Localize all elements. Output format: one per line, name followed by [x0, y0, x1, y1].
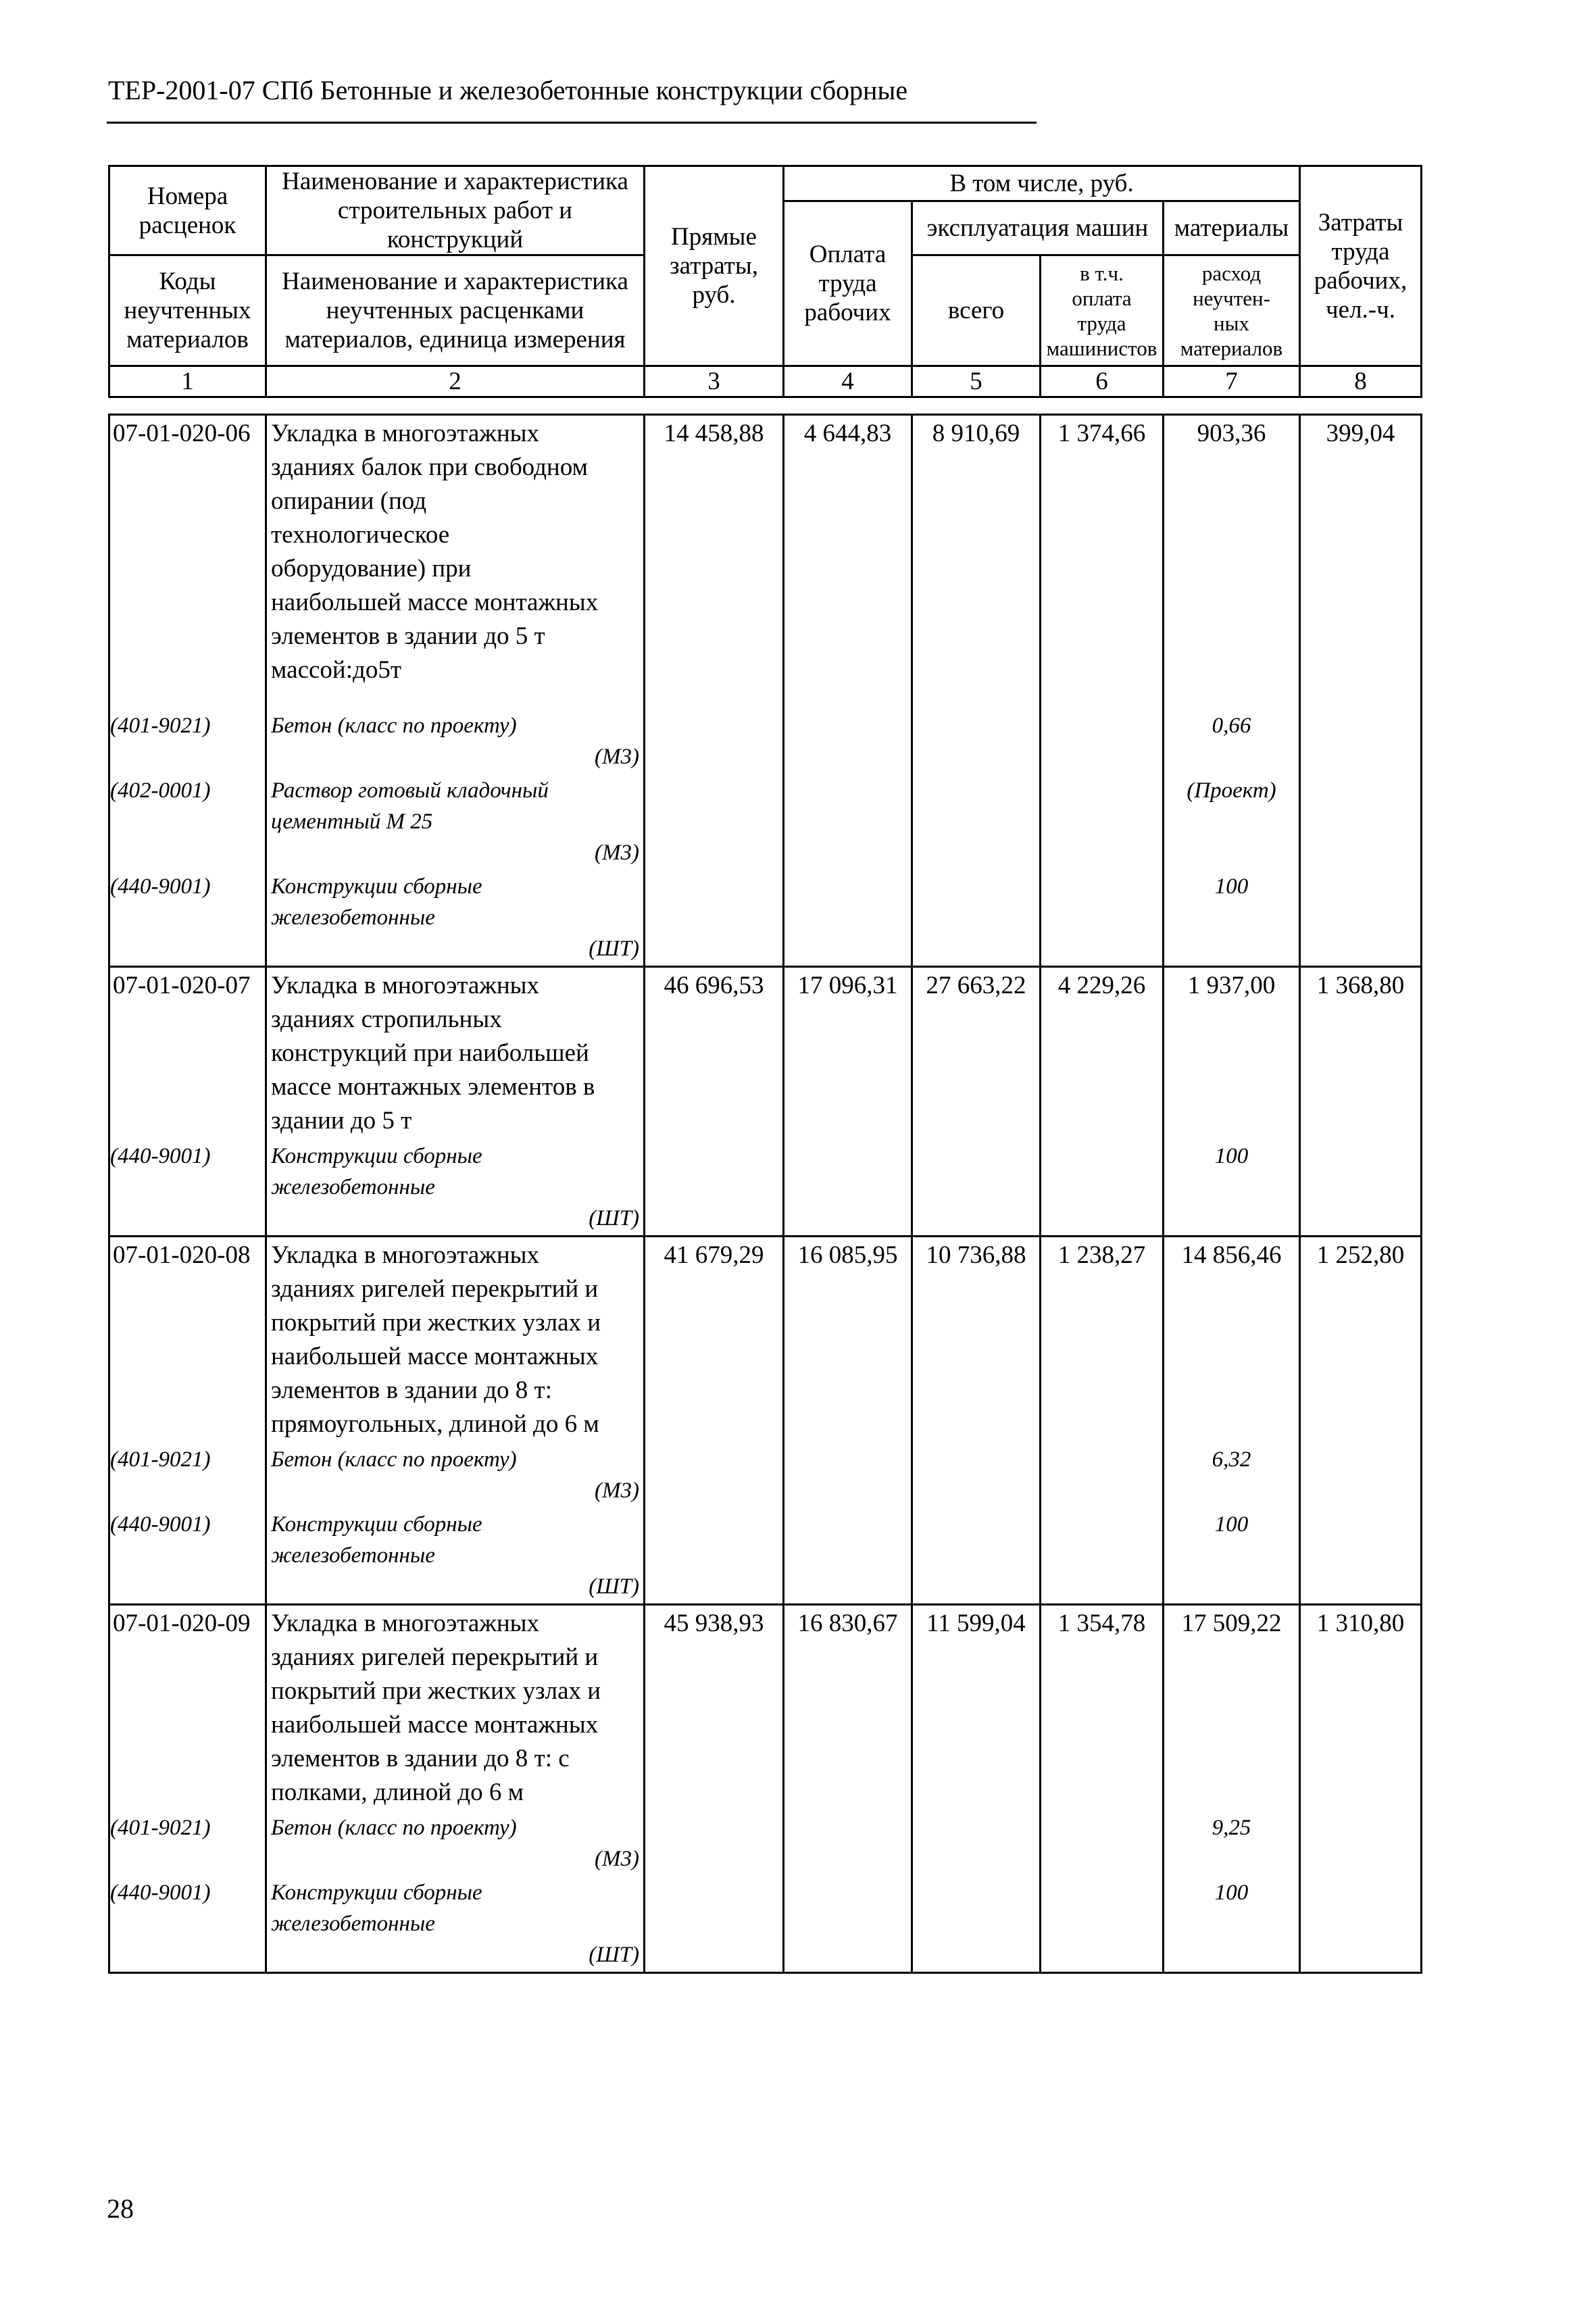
- material-row: [109, 1876, 1422, 1973]
- col-number-5: 5: [912, 366, 1041, 397]
- empty-cell: [1041, 774, 1164, 870]
- work-description: [266, 967, 645, 1140]
- material-unit: (ШТ): [589, 1574, 639, 1599]
- worker-pay: 16 085,95: [784, 1237, 912, 1443]
- header-labor-hours: Затраты труда рабочих, чел.-ч.: [1300, 166, 1422, 366]
- material-code: (440-9001): [109, 870, 266, 967]
- col-number-1: 1: [109, 366, 266, 397]
- table-row: [109, 1605, 1422, 1812]
- empty-cell: [784, 1876, 912, 1973]
- empty-cell: [912, 774, 1041, 870]
- material-code: (401-9021): [109, 1443, 266, 1508]
- empty-cell: [912, 870, 1041, 967]
- description-line: элементов в здании до 8 т:: [271, 1376, 552, 1404]
- empty-cell: [1300, 1811, 1422, 1876]
- description-line: Укладка в многоэтажных: [271, 1610, 540, 1637]
- empty-cell: [1041, 709, 1164, 774]
- material-name-line: Бетон (класс по проекту): [271, 1447, 517, 1472]
- materials-cost: 1 937,00: [1164, 967, 1300, 1140]
- direct-costs: 41 679,29: [645, 1237, 784, 1443]
- description-line: Укладка в многоэтажных: [271, 1241, 540, 1269]
- page-number: 28: [107, 2193, 134, 2224]
- description-line: наибольшей массе монтажных: [271, 1343, 599, 1370]
- table-row: [109, 1237, 1422, 1443]
- description-line: оборудование) при: [271, 555, 472, 582]
- header-worker-pay: Оплата труда рабочих: [784, 201, 912, 366]
- direct-costs: 46 696,53: [645, 967, 784, 1140]
- empty-cell: [645, 709, 784, 774]
- operator-pay: 1 238,27: [1041, 1237, 1164, 1443]
- header-codes: Коды неучтенных материалов: [109, 255, 266, 366]
- empty-cell: [784, 774, 912, 870]
- material-row: [109, 870, 1422, 967]
- machines-total: 8 910,69: [912, 415, 1041, 710]
- material-name-line: Конструкции сборные: [271, 1881, 482, 1905]
- empty-cell: [1300, 1876, 1422, 1973]
- empty-cell: [1300, 1508, 1422, 1605]
- operator-pay: 1 374,66: [1041, 415, 1164, 710]
- empty-cell: [912, 1139, 1041, 1237]
- empty-cell: [1300, 709, 1422, 774]
- material-code: (440-9001): [109, 1508, 266, 1605]
- description-line: прямоугольных, длиной до 6 м: [271, 1410, 599, 1438]
- col-number-4: 4: [784, 366, 912, 397]
- material-unit: (М3): [595, 841, 639, 865]
- material-code: (440-9001): [109, 1139, 266, 1237]
- description-line: зданиях балок при свободном: [271, 453, 588, 481]
- header-machines: эксплуатация машин: [912, 201, 1164, 255]
- rate-code: 07-01-020-08: [109, 1237, 266, 1443]
- header-material-name: Наименование и характеристика неучтенных расценками материалов, единица измерения: [266, 255, 645, 366]
- material-quantity: 100: [1164, 870, 1300, 967]
- description-line: массой:до5т: [271, 656, 402, 684]
- empty-cell: [645, 870, 784, 967]
- empty-cell: [784, 1139, 912, 1237]
- material-code: (440-9001): [109, 1876, 266, 1973]
- material-name-line: Конструкции сборные: [271, 1512, 482, 1537]
- empty-cell: [645, 1139, 784, 1237]
- materials-cost: 14 856,46: [1164, 1237, 1300, 1443]
- labor-hours: 1 368,80: [1300, 967, 1422, 1140]
- empty-cell: [912, 1811, 1041, 1876]
- material-quantity: 100: [1164, 1876, 1300, 1973]
- material-quantity: 6,32: [1164, 1443, 1300, 1508]
- material-name: [266, 1508, 645, 1605]
- material-row: [109, 1443, 1422, 1508]
- material-quantity: 0,66: [1164, 709, 1300, 774]
- direct-costs: 14 458,88: [645, 415, 784, 710]
- material-code: (401-9021): [109, 709, 266, 774]
- rate-code: 07-01-020-09: [109, 1605, 266, 1812]
- description-line: опирании (под: [271, 487, 427, 515]
- empty-cell: [1300, 774, 1422, 870]
- material-row: [109, 709, 1422, 774]
- material-row: [109, 1139, 1422, 1237]
- col-number-2: 2: [266, 366, 645, 397]
- material-name-line: Конструкции сборные: [271, 874, 482, 899]
- operator-pay: 1 354,78: [1041, 1605, 1164, 1812]
- empty-cell: [1041, 870, 1164, 967]
- material-name: [266, 709, 645, 774]
- description-line: зданиях ригелей перекрытий и: [271, 1275, 599, 1303]
- empty-cell: [784, 1811, 912, 1876]
- description-line: наибольшей массе монтажных: [271, 1711, 599, 1739]
- material-name: [266, 774, 645, 870]
- description-line: покрытий при жестких узлах и: [271, 1677, 601, 1705]
- direct-costs: 45 938,93: [645, 1605, 784, 1812]
- header-operator-pay: в т.ч. оплата труда машинистов: [1041, 255, 1164, 366]
- description-line: здании до 5 т: [271, 1107, 412, 1135]
- header-rate-numbers: Номера расценок: [109, 166, 266, 255]
- material-row: [109, 774, 1422, 870]
- material-name-line: цементный М 25: [271, 810, 433, 834]
- material-name-line: Бетон (класс по проекту): [271, 1816, 517, 1840]
- material-quantity: 100: [1164, 1508, 1300, 1605]
- material-unit: (М3): [595, 1478, 639, 1503]
- work-description: [266, 1237, 645, 1443]
- material-quantity: 100: [1164, 1139, 1300, 1237]
- material-name: [266, 870, 645, 967]
- material-unit: (ШТ): [589, 1943, 639, 1967]
- empty-cell: [1041, 1139, 1164, 1237]
- header-including: В том числе, руб.: [784, 166, 1300, 201]
- description-line: Укладка в многоэтажных: [271, 420, 540, 447]
- material-name: [266, 1139, 645, 1237]
- material-quantity: 9,25: [1164, 1811, 1300, 1876]
- description-line: покрытий при жестких узлах и: [271, 1309, 601, 1337]
- material-name-line: Конструкции сборные: [271, 1144, 482, 1168]
- description-line: зданиях стропильных: [271, 1005, 502, 1033]
- machines-total: 11 599,04: [912, 1605, 1041, 1812]
- work-description: [266, 1605, 645, 1812]
- empty-cell: [912, 1443, 1041, 1508]
- empty-cell: [645, 774, 784, 870]
- material-unit: (М3): [595, 1847, 639, 1871]
- material-unit: (ШТ): [589, 937, 639, 961]
- empty-cell: [645, 1811, 784, 1876]
- empty-cell: [645, 1876, 784, 1973]
- rate-code: 07-01-020-06: [109, 415, 266, 710]
- col-number-8: 8: [1300, 366, 1422, 397]
- machines-total: 10 736,88: [912, 1237, 1041, 1443]
- empty-cell: [1300, 1443, 1422, 1508]
- labor-hours: 1 310,80: [1300, 1605, 1422, 1812]
- empty-cell: [784, 709, 912, 774]
- description-line: зданиях ригелей перекрытий и: [271, 1643, 599, 1671]
- description-line: наибольшей массе монтажных: [271, 589, 599, 616]
- material-unit: (ШТ): [589, 1206, 639, 1230]
- header-materials: материалы: [1164, 201, 1300, 255]
- labor-hours: 399,04: [1300, 415, 1422, 710]
- empty-cell: [912, 1508, 1041, 1605]
- empty-cell: [1300, 1139, 1422, 1237]
- page-title: ТЕР-2001-07 СПб Бетонные и железобетонные конструкции сборные: [108, 75, 908, 105]
- material-quantity: (Проект): [1164, 774, 1300, 870]
- material-row: [109, 1508, 1422, 1605]
- description-line: технологическое: [271, 521, 450, 549]
- col-number-6: 6: [1041, 366, 1164, 397]
- empty-cell: [1041, 1811, 1164, 1876]
- description-line: конструкций при наибольшей: [271, 1039, 589, 1067]
- material-code: (402-0001): [109, 774, 266, 870]
- description-line: элементов в здании до 5 т: [271, 622, 545, 650]
- description-line: полками, длиной до 6 м: [271, 1778, 524, 1806]
- header-work-name: Наименование и характеристика строительных работ и конструкций: [266, 166, 645, 255]
- material-name-line: железобетонные: [271, 1543, 435, 1568]
- description-line: элементов в здании до 8 т: с: [271, 1745, 570, 1772]
- material-code: (401-9021): [109, 1811, 266, 1876]
- materials-cost: 17 509,22: [1164, 1605, 1300, 1812]
- empty-cell: [784, 1443, 912, 1508]
- machines-total: 27 663,22: [912, 967, 1041, 1140]
- material-name: [266, 1811, 645, 1876]
- empty-cell: [1300, 870, 1422, 967]
- empty-cell: [1041, 1508, 1164, 1605]
- header-direct-costs: Прямые затраты, руб.: [645, 166, 784, 366]
- material-unit: (М3): [595, 745, 639, 769]
- description-line: массе монтажных элементов в: [271, 1073, 595, 1101]
- table-header: [108, 165, 1422, 398]
- material-name: [266, 1876, 645, 1973]
- empty-cell: [645, 1508, 784, 1605]
- empty-cell: [912, 1876, 1041, 1973]
- empty-cell: [784, 1508, 912, 1605]
- empty-cell: [912, 709, 1041, 774]
- header-machines-total: всего: [912, 255, 1041, 366]
- table-row: [109, 415, 1422, 710]
- table-row: [109, 967, 1422, 1140]
- worker-pay: 17 096,31: [784, 967, 912, 1140]
- title-rule: [107, 122, 1037, 124]
- material-row: [109, 1811, 1422, 1876]
- worker-pay: 16 830,67: [784, 1605, 912, 1812]
- rate-code: 07-01-020-07: [109, 967, 266, 1140]
- labor-hours: 1 252,80: [1300, 1237, 1422, 1443]
- col-number-7: 7: [1164, 366, 1300, 397]
- material-name-line: железобетонные: [271, 1175, 435, 1199]
- material-name-line: железобетонные: [271, 905, 435, 930]
- empty-cell: [645, 1443, 784, 1508]
- data-table: [108, 414, 1422, 1974]
- material-name-line: железобетонные: [271, 1912, 435, 1936]
- worker-pay: 4 644,83: [784, 415, 912, 710]
- col-number-3: 3: [645, 366, 784, 397]
- material-name-line: Бетон (класс по проекту): [271, 714, 517, 738]
- empty-cell: [784, 870, 912, 967]
- empty-cell: [1041, 1443, 1164, 1508]
- header-material-consumption: расход неучтен- ных материалов: [1164, 255, 1300, 366]
- material-name-line: Раствор готовый кладочный: [271, 778, 549, 803]
- description-line: Укладка в многоэтажных: [271, 972, 540, 999]
- material-name: [266, 1443, 645, 1508]
- operator-pay: 4 229,26: [1041, 967, 1164, 1140]
- materials-cost: 903,36: [1164, 415, 1300, 710]
- work-description: [266, 415, 645, 710]
- empty-cell: [1041, 1876, 1164, 1973]
